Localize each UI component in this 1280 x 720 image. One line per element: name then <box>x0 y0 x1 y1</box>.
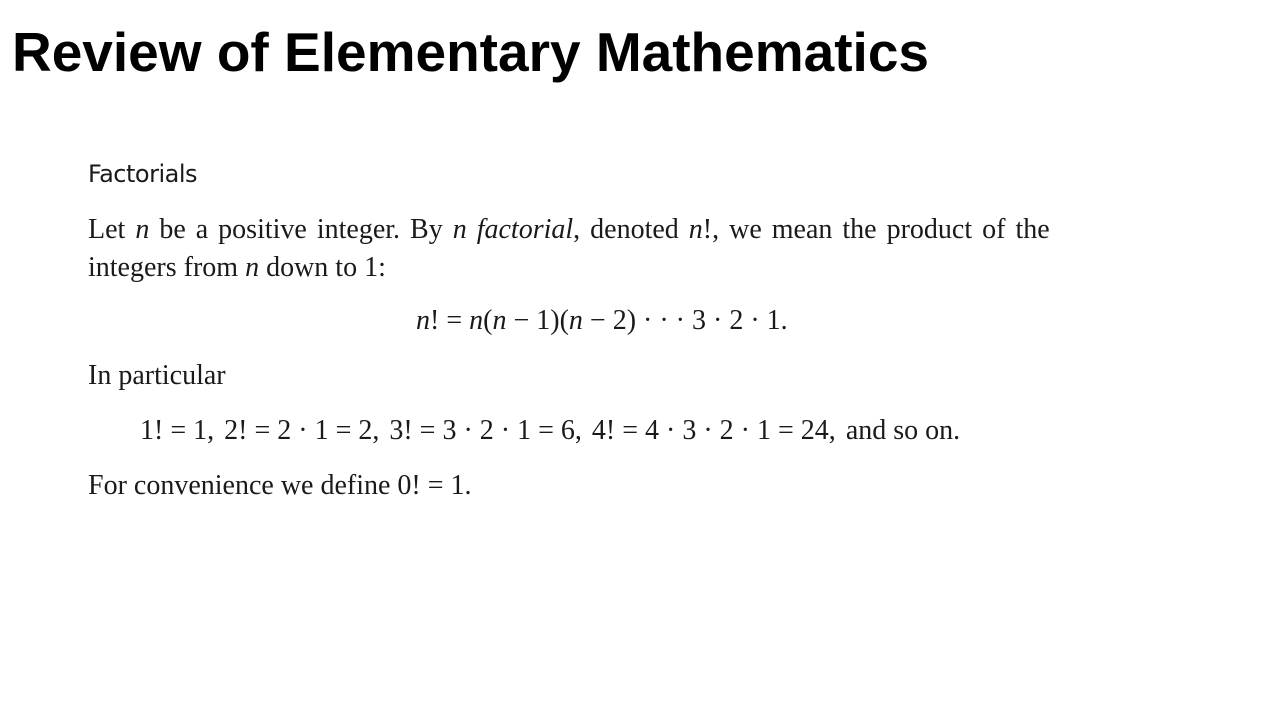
factorial-definition-equation: n! = n(n − 1)(n − 2) · · · 3 · 2 · 1. <box>416 305 788 336</box>
definition-paragraph-line-2: integers from n down to 1: <box>88 252 386 283</box>
example-2: 2! = 2 · 1 = 2, <box>224 415 380 446</box>
examples-tail: and so on. <box>845 415 961 446</box>
example-1: 1! = 1, <box>140 415 215 446</box>
defined-term: n factorial <box>452 214 574 245</box>
examples-intro: In particular <box>88 360 226 391</box>
zero-factorial-note: For convenience we define 0! = 1. <box>88 470 472 501</box>
slide-title: Review of Elementary Mathematics <box>12 21 930 83</box>
factorial-examples <box>140 412 960 450</box>
definition-paragraph-line-1: Let n be a positive integer. By n factorial, denoted n!, we mean the product of the <box>88 214 1050 245</box>
section-heading: Factorials <box>88 160 198 188</box>
example-3: 3! = 3 · 2 · 1 = 6, <box>389 415 582 446</box>
example-4: 4! = 4 · 3 · 2 · 1 = 24, <box>591 415 836 446</box>
